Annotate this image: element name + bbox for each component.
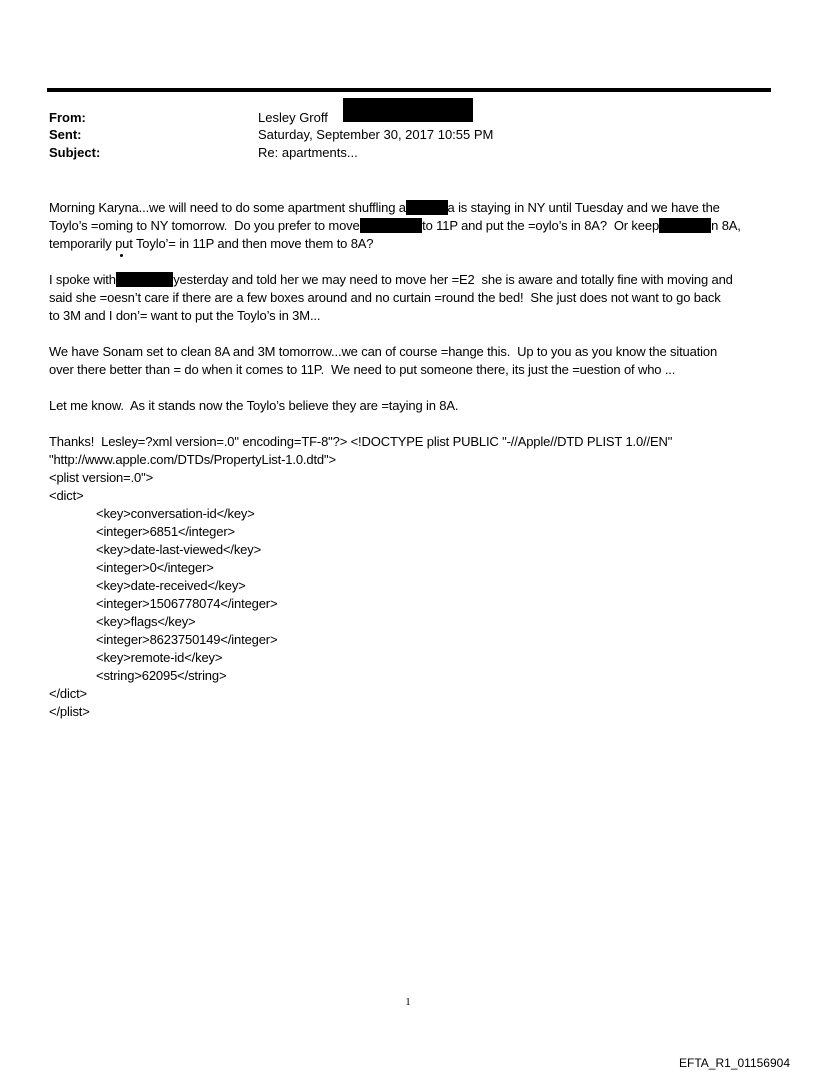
body-line: temporarily put Toylo’= in 11P and then move them to 8A?: [49, 236, 374, 251]
subject-value: Re: apartments...: [258, 145, 358, 160]
redaction-box: [406, 200, 448, 215]
page-number: 1: [405, 996, 411, 1008]
body-line: Morning Karyna...we will need to do some apartment shuffling a a is staying in NY until Tuesday and we have the: [49, 200, 720, 215]
body-line: <dict>: [49, 488, 84, 503]
header-rule: [47, 88, 771, 92]
redaction-box: [343, 98, 473, 122]
body-line: Let me know. As it stands now the Toylo’s believe they are =taying in 8A.: [49, 398, 459, 413]
redaction-box: [116, 272, 173, 287]
body-line: said she =oesn’t care if there are a few boxes around and no curtain =round the bed! She just does not want to go back: [49, 290, 721, 305]
body-line: <integer>8623750149</integer>: [96, 632, 278, 647]
body-line: </dict>: [49, 686, 87, 701]
sent-label: Sent:: [49, 127, 82, 142]
body-line: </plist>: [49, 704, 90, 719]
from-label: From:: [49, 110, 86, 125]
body-line: We have Sonam set to clean 8A and 3M tomorrow...we can of course =hange this. Up to you as you know the situation: [49, 344, 718, 359]
body-line: to 3M and I don’= want to put the Toylo’s in 3M...: [49, 308, 321, 323]
body-line: <key>date-last-viewed</key>: [96, 542, 262, 557]
body-line: <key>remote-id</key>: [96, 650, 223, 665]
body-line: <key>date-received</key>: [96, 578, 246, 593]
body-line: <integer>0</integer>: [96, 560, 214, 575]
body-line: Toylo’s =oming to NY tomorrow. Do you prefer to move to 11P and put the =oylo’s in 8A? Or keep n 8A,: [49, 218, 741, 233]
body-line: <integer>6851</integer>: [96, 524, 235, 539]
body-line: Thanks! Lesley=?xml version=.0" encoding=TF-8"?> <!DOCTYPE plist PUBLIC "-//Apple//DTD PLIST 1.0//EN": [49, 434, 673, 449]
body-line: <string>62095</string>: [96, 668, 227, 683]
from-value: Lesley Groff: [258, 110, 328, 125]
footer-document-id: EFTA_R1_01156904: [679, 1056, 790, 1070]
body-line: <plist version=.0">: [49, 470, 154, 485]
body-line: <key>conversation-id</key>: [96, 506, 255, 521]
body-line: <integer>1506778074</integer>: [96, 596, 278, 611]
sent-value: Saturday, September 30, 2017 10:55 PM: [258, 127, 494, 142]
body-line: <key>flags</key>: [96, 614, 196, 629]
body-line: I spoke with yesterday and told her we may need to move her =E2 she is aware and totally fine with moving and: [49, 272, 733, 287]
redaction-box: [659, 218, 711, 233]
body-line: "http://www.apple.com/DTDs/PropertyList-1.0.dtd">: [49, 452, 336, 467]
body-line: over there better than = do when it comes to 11P. We need to put someone there, its just the =uestion of who ...: [49, 362, 676, 377]
subject-label: Subject:: [49, 145, 101, 160]
redaction-box: [360, 218, 423, 233]
stray-dot: [120, 254, 123, 257]
